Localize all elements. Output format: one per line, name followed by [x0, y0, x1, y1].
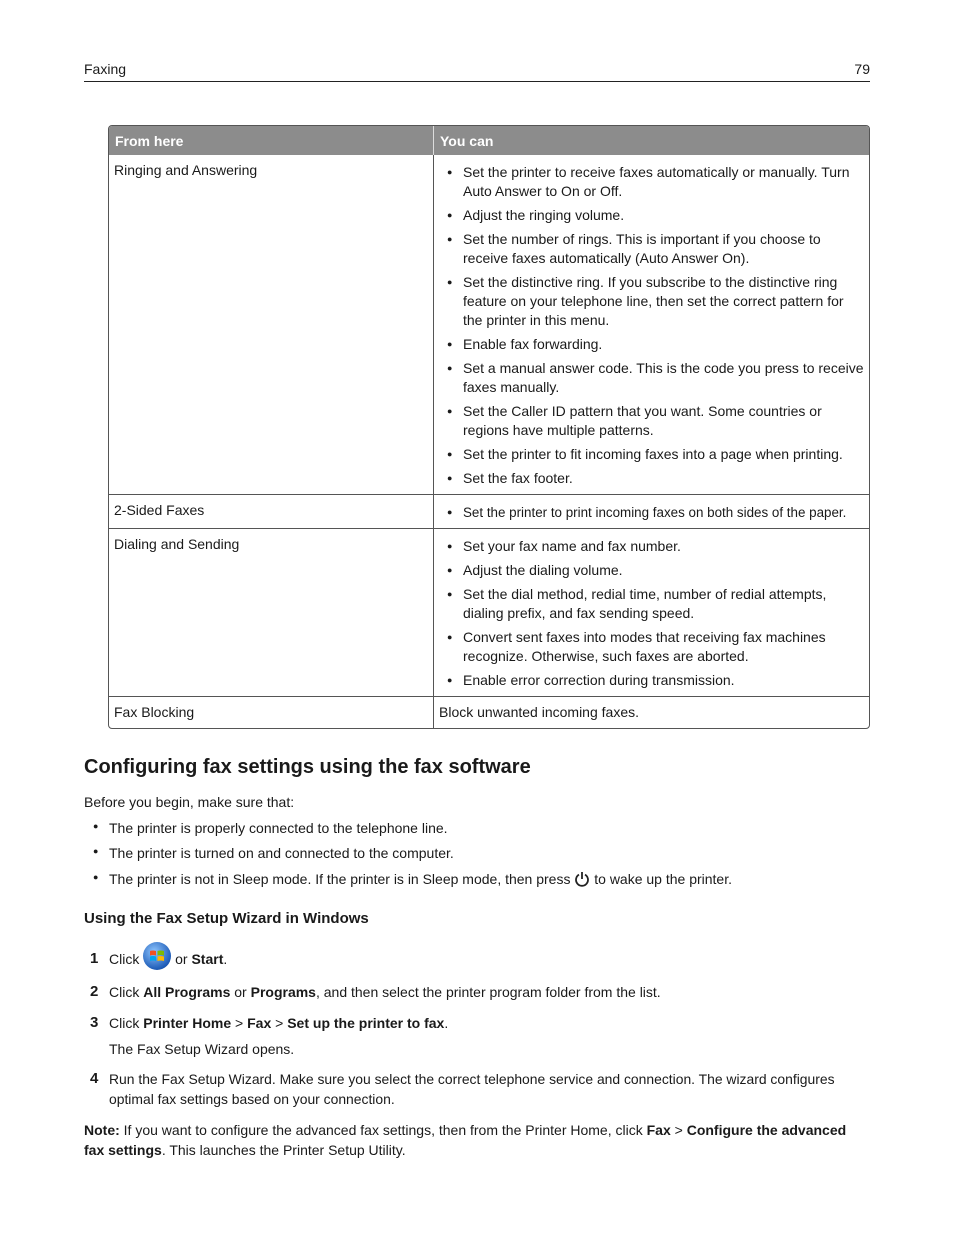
step-result: The Fax Setup Wizard opens. [109, 1041, 295, 1057]
step-number: 4 [90, 1070, 99, 1087]
list-item: ● Set your fax name and fax number. [439, 537, 864, 556]
list-item: ● Set the Caller ID pattern that you want. Some countries or regions have multiple patterns. [439, 402, 864, 440]
subsection-title: Using the Fax Setup Wizard in Windows [84, 910, 369, 927]
table-row [109, 494, 869, 528]
step-number: 1 [90, 950, 99, 967]
list-item: ● Set the distinctive ring. If you subscribe to the distinctive ring feature on your telephone line, then set the correct pattern for the printer in this menu. [439, 273, 864, 330]
list-item: ● Set the printer to print incoming faxes on both sides of the paper. [439, 503, 864, 522]
step-text: , and then select the printer program folder from the list. [315, 984, 661, 1000]
intro-text: Before you begin, make sure that: [84, 794, 295, 810]
all-programs-label: All Programs [143, 984, 231, 1000]
column-header: You can [434, 126, 869, 155]
page-header [84, 61, 870, 82]
list-item: ● Set the fax footer. [439, 469, 864, 488]
step-4 [84, 1069, 870, 1109]
list-item: ● Set the number of rings. This is important if you choose to receive faxes automatically (Auto Answer On). [439, 230, 864, 268]
header-section: Faxing [84, 61, 127, 77]
step-text: Click [109, 951, 140, 967]
separator: > [674, 1122, 683, 1138]
fax-label: Fax [646, 1122, 671, 1138]
list-item: ● Adjust the dialing volume. [439, 561, 864, 580]
power-icon [574, 871, 590, 890]
table-row [109, 696, 869, 728]
note [84, 1120, 870, 1160]
list-item: ● Set the dial method, redial time, number of redial attempts, dialing prefix, and fax sending speed. [439, 585, 864, 623]
table-cell: Fax Blocking [109, 696, 434, 728]
start-label: Start [191, 951, 224, 967]
separator: > [235, 1015, 244, 1031]
step-2 [84, 982, 870, 1002]
setup-fax-label: Set up the printer to fax [287, 1015, 445, 1031]
bullet-list [439, 163, 864, 488]
bullet-text: to wake up the printer. [594, 871, 733, 887]
bullet-text: The printer is properly connected to the telephone line. [109, 820, 448, 836]
separator: > [275, 1015, 284, 1031]
note-text: If you want to configure the advanced fax settings, then from the Printer Home, click [123, 1122, 643, 1138]
table-cell [434, 494, 869, 528]
fax-menu-table [108, 125, 870, 729]
table-cell [434, 155, 869, 494]
column-header: From here [109, 126, 434, 155]
step-text: . [444, 1015, 449, 1031]
list-item: ● Set the printer to fit incoming faxes into a page when printing. [439, 445, 864, 464]
bullet-text: The printer is turned on and connected to the computer. [109, 845, 454, 861]
step-text: Click [109, 984, 140, 1000]
list-item: ● Adjust the ringing volume. [439, 206, 864, 225]
list-item: ● Enable error correction during transmission. [439, 671, 864, 690]
table-row [109, 155, 869, 494]
table-cell: Dialing and Sending [109, 528, 434, 696]
table-cell: 2-Sided Faxes [109, 494, 434, 528]
bullet-list [439, 503, 864, 522]
step-3 [84, 1013, 870, 1059]
printer-home-label: Printer Home [143, 1015, 232, 1031]
table-cell [434, 528, 869, 696]
bullet-text: The printer is not in Sleep mode. If the printer is in Sleep mode, then press [109, 871, 571, 887]
configure-advanced-label: Configure the advanced fax settings [84, 1122, 847, 1158]
programs-label: Programs [250, 984, 316, 1000]
bullet-list [439, 537, 864, 690]
note-text: . This launches the Printer Setup Utility. [161, 1142, 406, 1158]
table-cell: Block unwanted incoming faxes. [434, 696, 869, 728]
step-number: 2 [90, 983, 99, 1000]
table-row [109, 528, 869, 696]
list-item: ● Set the printer to receive faxes automatically or manually. Turn Auto Answer to On or Off. [439, 163, 864, 201]
step-text: or [234, 984, 247, 1000]
list-item: ● Set a manual answer code. This is the code you press to receive faxes manually. [439, 359, 864, 397]
section-title: Configuring fax settings using the fax software [84, 756, 531, 778]
step-text: Run the Fax Setup Wizard. Make sure you select the correct telephone service and connection. The wizard configures optimal fax settings based on your connection. [109, 1071, 835, 1107]
list-item: ● Enable fax forwarding. [439, 335, 864, 354]
windows-start-icon [143, 942, 171, 970]
note-label: Note: [84, 1122, 120, 1138]
step-1 [84, 949, 870, 970]
table-header-row [109, 126, 869, 155]
page-number: 79 [854, 61, 870, 77]
step-number: 3 [90, 1014, 99, 1031]
step-text: . [223, 951, 228, 967]
step-text: or [175, 951, 188, 967]
fax-label: Fax [247, 1015, 272, 1031]
step-text: Click [109, 1015, 140, 1031]
list-item: ● Convert sent faxes into modes that receiving fax machines recognize. Otherwise, such faxes are aborted. [439, 628, 864, 666]
table-cell: Ringing and Answering [109, 155, 434, 494]
